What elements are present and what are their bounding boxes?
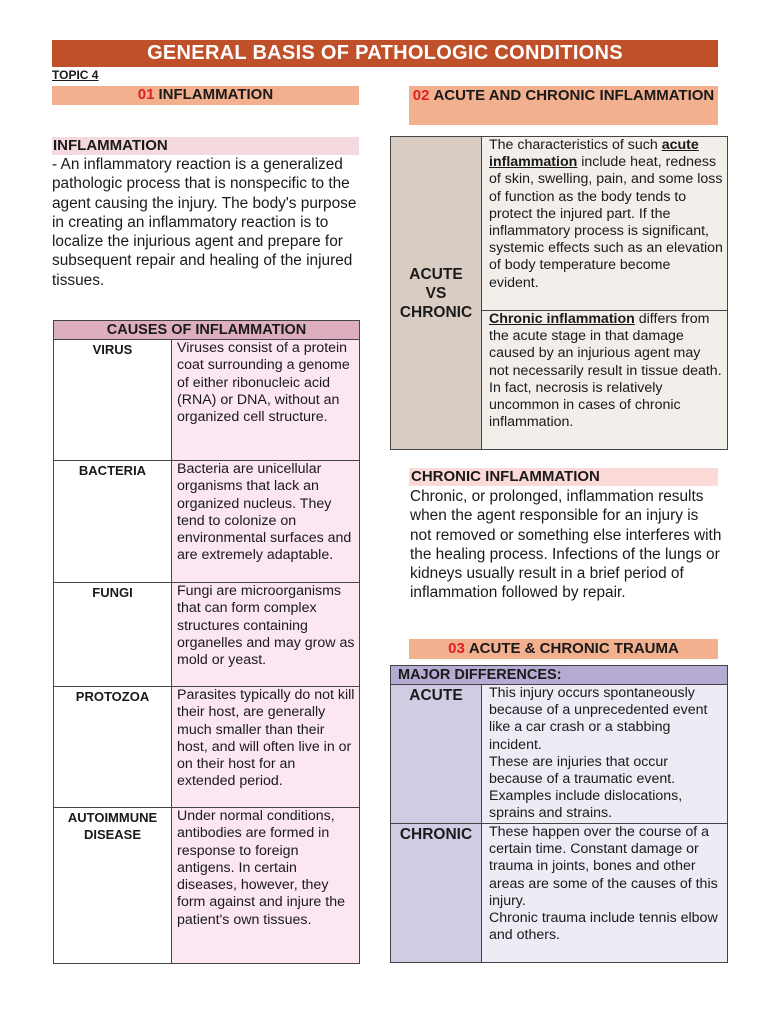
section-title: INFLAMMATION	[158, 86, 274, 103]
section-number: 01	[137, 86, 155, 103]
chronic-inflammation-description	[482, 311, 728, 450]
table-row	[54, 808, 360, 964]
acute-vs-chronic-label	[391, 137, 482, 450]
chronic-label: CHRONIC	[391, 824, 482, 963]
causes-table	[53, 320, 360, 964]
inflammation-heading: INFLAMMATION	[52, 137, 359, 155]
section-title: ACUTE & CHRONIC TRAUMA	[468, 640, 679, 657]
acute-trauma-p2: These are injuries that occur because of a traumatic event. Examples include dislocations, sprains and strains.	[489, 753, 683, 822]
table-row	[54, 583, 360, 687]
section-number: 03	[448, 640, 465, 657]
topic-label: TOPIC 4	[52, 68, 99, 82]
chronic-inflammation-text: Chronic, or prolonged, inflammation results when the agent responsible for an injury is not removed or something else interferes with the healing process. Infections of the lungs or kidneys usually result in a brief period of inflammation followed by repair.	[410, 488, 722, 602]
chronic-trauma-p2: Chronic trauma include tennis elbow and others.	[489, 910, 718, 944]
cause-label: VIRUS	[54, 340, 172, 461]
causes-table-header: CAUSES OF INFLAMMATION	[54, 321, 360, 340]
label-vs: VS	[425, 284, 447, 302]
cause-label: BACTERIA	[54, 461, 172, 583]
section-02-header	[409, 86, 718, 125]
chronic-inflammation-term: Chronic inflammation	[489, 311, 635, 327]
major-differences-header: MAJOR DIFFERENCES:	[391, 666, 728, 685]
cause-description: Viruses consist of a protein coat surrounding a genome of either ribonucleic acid (RNA) or DNA, without an organized cell structure.	[172, 340, 360, 461]
section-title: ACUTE AND CHRONIC INFLAMMATION	[433, 87, 715, 104]
acute-vs-chronic-table	[390, 136, 728, 450]
inflammation-definition: - An inflammatory reaction is a generalized pathologic process that is nonspecific to the agent causing the injury. The body's purpose in creating an inflammatory reaction is to localize the injurious agent and prepare for subsequent repair and healing of the injured tissues.	[52, 156, 357, 289]
section-number: 02	[412, 87, 430, 104]
acute-trauma-p1: This injury occurs spontaneously because of a unprecedented event like a car crash or a stabbing incident.	[489, 685, 708, 753]
table-row	[391, 137, 728, 311]
table-row	[391, 685, 728, 824]
table-row	[391, 824, 728, 963]
section-03-header	[409, 639, 718, 659]
acute-label: ACUTE	[391, 685, 482, 824]
chronic-text-post: differs from the acute stage in that damage caused by an injurious agent may not necessarily result in tissue death. In fact, necrosis is relatively uncommon in cases of chronic inflammation.	[489, 311, 722, 431]
table-row	[54, 340, 360, 461]
acute-inflammation-description	[482, 137, 728, 311]
acute-trauma-description	[482, 685, 728, 824]
acute-text-pre: The characteristics of such	[489, 137, 662, 153]
cause-label: FUNGI	[54, 583, 172, 687]
chronic-inflammation-heading: CHRONIC INFLAMMATION	[409, 468, 718, 486]
label-chronic: CHRONIC	[399, 303, 473, 321]
label-acute: ACUTE	[409, 265, 463, 283]
cause-label: PROTOZOA	[54, 687, 172, 808]
cause-description: Fungi are microorganisms that can form complex structures containing organelles and may grow as mold or yeast.	[172, 583, 360, 687]
section-01-header	[52, 86, 359, 105]
chronic-trauma-p1: These happen over the course of a certain time. Constant damage or trauma in joints, bones and other areas are some of the causes of this injury.	[489, 824, 718, 909]
acute-text-post: include heat, redness of skin, swelling, pain, and some loss of function as the body tends to protect the injured part. If the inflammatory process is significant, systemic effects such as an elevation of body temperature become evident.	[489, 154, 723, 291]
table-row	[54, 461, 360, 583]
cause-label: AUTOIMMUNE DISEASE	[54, 808, 172, 964]
acute-inflammation-term: acute inflammation	[489, 137, 699, 171]
major-differences-table	[390, 665, 728, 963]
cause-description: Bacteria are unicellular organisms that lack an organized nucleus. They tend to colonize on environmental surfaces and are extremely adaptable.	[172, 461, 360, 583]
cause-description: Parasites typically do not kill their host, are generally much smaller than their host, and will often live in or on their host for an extended period.	[172, 687, 360, 808]
chronic-trauma-description	[482, 824, 728, 963]
cause-description: Under normal conditions, antibodies are formed in response to foreign antigens. In certain diseases, however, they form against and injure the patient's own tissues.	[172, 808, 360, 964]
page-title: GENERAL BASIS OF PATHOLOGIC CONDITIONS	[52, 40, 718, 67]
table-row	[54, 687, 360, 808]
